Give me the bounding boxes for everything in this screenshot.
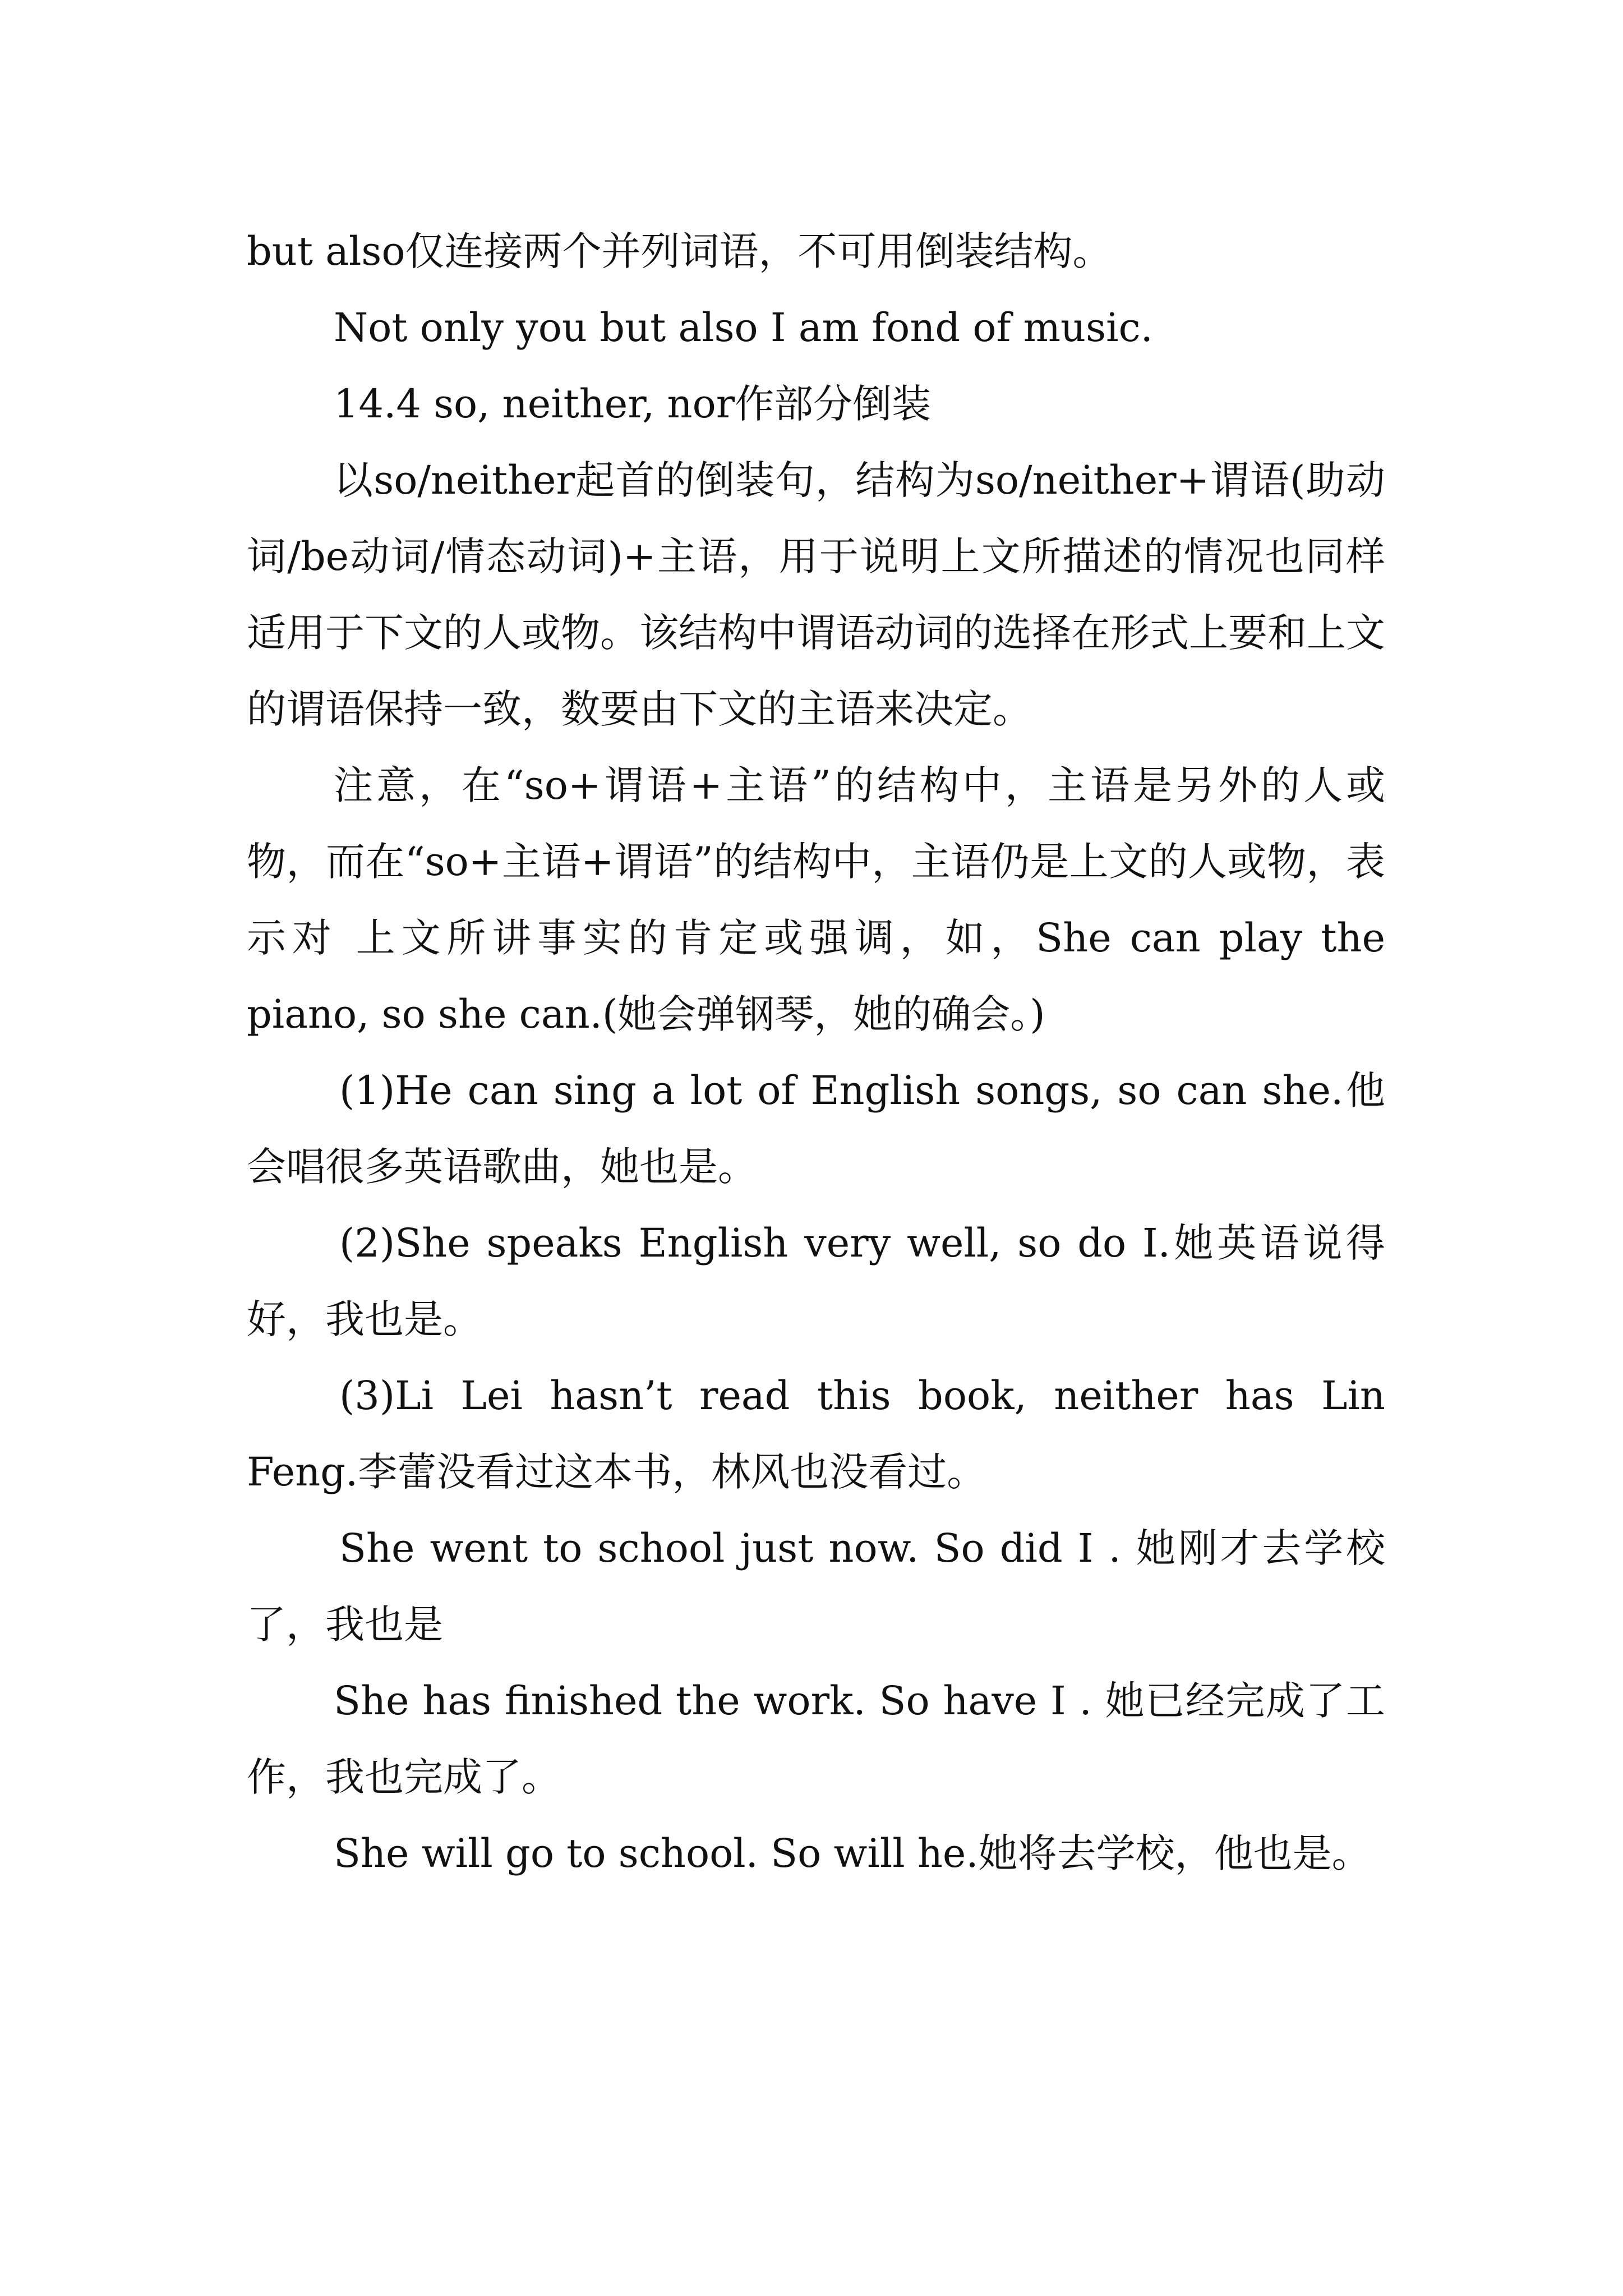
example-finished-work: She has finished the work. So have I . 她已经完成了工作，我也完成了。 <box>247 1678 1385 1800</box>
paragraph-structure-explanation: 以so/neither起首的倒装句，结构为so/neither+谓语(助动词/be动词/情态动词)+主语，用于说明上文所描述的情况也同样适用于下文的人或物。该结构中谓语动词的选择在形式上要和上文的谓语保持一致，数要由下文的主语来决定。 <box>247 457 1385 732</box>
example-2: (2)She speaks English very well, so do I.她英语说得好，我也是。 <box>247 1220 1385 1342</box>
paragraph-not-only-note: but also仅连接两个并列词语，不可用倒装结构。 <box>247 228 1112 274</box>
example-will-go: She will go to school. So will he.她将去学校，他也是。 <box>334 1830 1371 1876</box>
example-went-to-school: She went to school just now. So did I . 她刚才去学校了，我也是 <box>247 1525 1385 1648</box>
example-3: (3)Li Lei hasn’t read this book, neither has Lin Feng.李蕾没看过这本书，林风也没看过。 <box>247 1373 1385 1495</box>
example-1: (1)He can sing a lot of English songs, so can she.他会唱很多英语歌曲，她也是。 <box>247 1068 1385 1190</box>
section-heading-14-4: 14.4 so, neither, nor作部分倒装 <box>334 381 932 427</box>
document-body <box>247 213 1385 1892</box>
paragraph-example-not-only: Not only you but also I am fond of music. <box>334 305 1153 351</box>
paragraph-note: 注意，在“so+谓语+主语”的结构中，主语是另外的人或物，而在“so+主语+谓语”的结构中，主语仍是上文的人或物，表示对 上文所讲事实的肯定或强调，如，She can play the piano, so she can.(她会弹钢琴，她的确会。) <box>247 762 1385 1037</box>
